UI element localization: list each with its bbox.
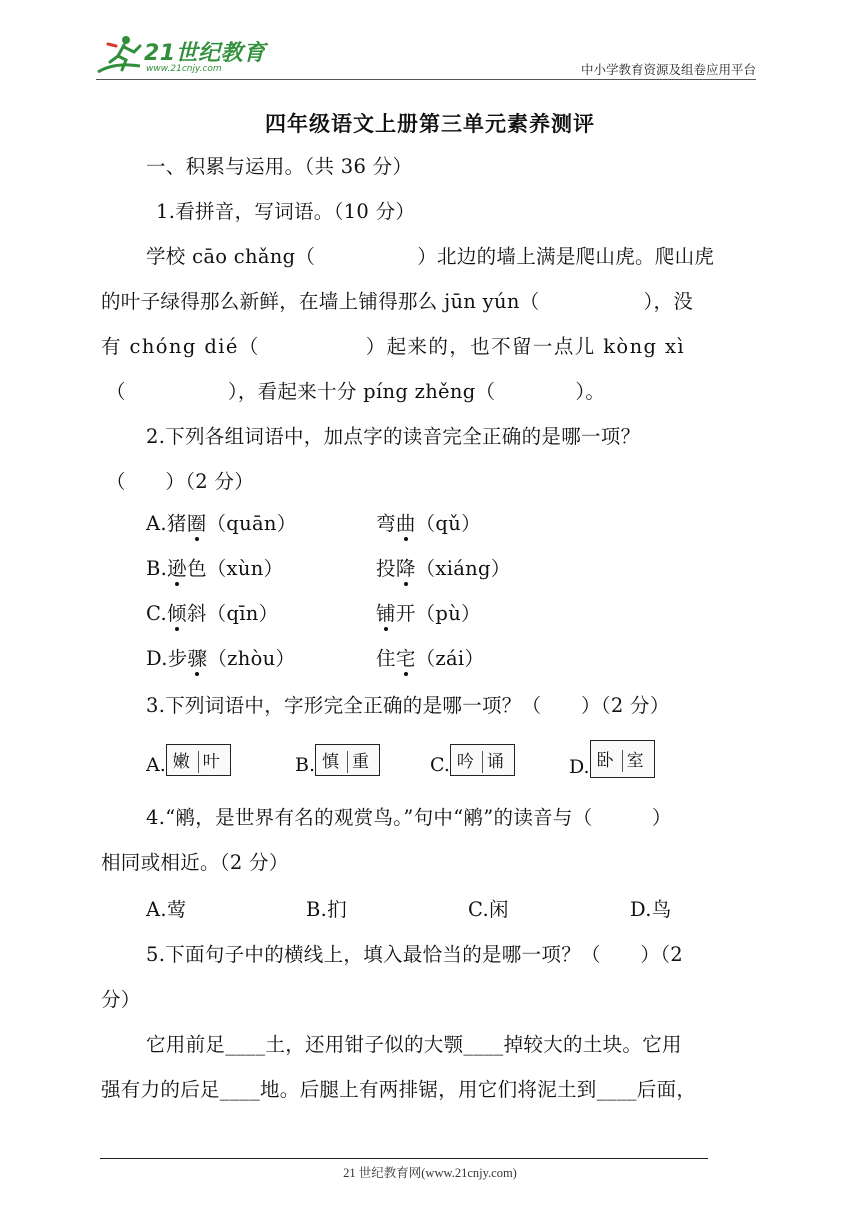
section-heading: 一、积累与运用。（共 36 分）: [146, 155, 413, 178]
dotted-char: 降: [395, 557, 416, 580]
q2-option-d[interactable]: [146, 645, 295, 673]
option-pinyin: （quān）: [206, 512, 297, 535]
dotted-char: 铺: [376, 602, 396, 625]
logo-url: www.21cnjy.com: [146, 64, 222, 74]
q3-option-b[interactable]: [295, 744, 380, 776]
option-letter: A.: [146, 754, 166, 776]
option-letter: D.: [569, 756, 590, 778]
q2-option-d-word-2: [376, 645, 484, 673]
q1-line4-part-c: ）。: [575, 380, 606, 403]
q1-line4-part-b: ），看起来十分 píng zhěng（: [227, 380, 496, 403]
q2-option-c-word-2: [376, 600, 481, 628]
q1-line3-part-a: 有 chóng dié（: [101, 335, 260, 358]
option-text: D.步: [146, 647, 188, 670]
question-4-stem-cont: 相同或相近。（2 分）: [101, 851, 289, 874]
q4-option-a[interactable]: A.莺: [146, 898, 187, 921]
option-text: 弯: [376, 512, 396, 535]
option-letter: C.: [430, 754, 450, 776]
q4-option-d[interactable]: D.鸟: [630, 898, 672, 921]
page-title: 四年级语文上册第三单元素养测评: [265, 112, 595, 136]
word-char: 重: [352, 752, 374, 772]
q1-line3-part-b: ）起来的，也不留一点儿 kòng xì: [365, 335, 686, 358]
runner-logo-icon: [96, 32, 146, 78]
option-text: B.: [146, 557, 168, 580]
question-1-line-2: [101, 288, 693, 316]
q1-line2-part-a: 的叶子绿得那么新鲜，在墙上铺得那么 jūn yún（: [101, 290, 540, 313]
logo-text: 21世纪教育: [144, 41, 266, 66]
q2-option-a[interactable]: [146, 510, 297, 538]
word-char: 室: [626, 751, 648, 771]
word-char: 慎: [322, 752, 344, 772]
dotted-char: 圈: [186, 512, 207, 535]
q1-line2-part-b: ），没: [643, 290, 694, 313]
question-1-line-4: [106, 378, 605, 406]
question-5-passage-line-1: 它用前足____土，还用钳子似的大颚____掉较大的土块。它用: [146, 1033, 682, 1056]
q2-option-b[interactable]: [146, 555, 283, 583]
dotted-char: 宅: [395, 647, 416, 670]
question-4-stem: 4.“鹇，是世界有名的观赏鸟。”句中“鹇”的读音与（ ）: [146, 806, 672, 829]
word-image-box: [166, 744, 231, 776]
word-image-box: [590, 740, 655, 778]
option-text: 住: [376, 647, 396, 670]
question-3-stem: 3.下列词语中，字形完全正确的是哪一项？（ ）（2 分）: [146, 694, 670, 717]
option-pinyin: （qǔ）: [415, 512, 481, 535]
option-pinyin: 斜（qīn）: [186, 602, 279, 625]
option-text: C.: [146, 602, 168, 625]
option-pinyin: （zhòu）: [207, 647, 296, 670]
question-1-line-1: [146, 243, 714, 271]
word-image-box: [450, 744, 515, 776]
option-pinyin: 开（pù）: [395, 602, 481, 625]
dotted-char: 曲: [395, 512, 416, 535]
option-pinyin: （xiáng）: [415, 557, 511, 580]
q3-option-a[interactable]: [146, 744, 231, 776]
question-1-stem: 1.看拼音，写词语。（10 分）: [156, 200, 416, 223]
footer-divider: [100, 1158, 708, 1159]
header-divider: [96, 79, 756, 80]
option-text: A.猪: [146, 512, 187, 535]
site-logo[interactable]: [96, 32, 266, 80]
question-2-answer-paren[interactable]: （ ）（2 分）: [106, 470, 255, 493]
q1-line1-part-a: 学校 cāo chǎng（: [146, 245, 316, 268]
q4-option-b[interactable]: B.扪: [306, 898, 347, 921]
dotted-char: 倾: [167, 602, 187, 625]
question-1-line-3: [101, 333, 685, 361]
option-pinyin: （zái）: [415, 647, 485, 670]
question-5-stem-cont: 分）: [101, 988, 141, 1011]
word-char: 诵: [486, 752, 508, 772]
footer-site-link[interactable]: 21 世纪教育网(www.21cnjy.com): [343, 1166, 517, 1180]
word-char: 吟: [456, 752, 478, 772]
q1-line1-part-b: ）北边的墙上满是爬山虎。爬山虎: [417, 245, 715, 268]
q3-option-c[interactable]: [430, 744, 515, 776]
header-platform-label: 中小学教育资源及组卷应用平台: [580, 63, 756, 77]
q4-option-c[interactable]: C.闲: [468, 898, 509, 921]
option-letter: B.: [295, 754, 316, 776]
word-char: 嫩: [172, 752, 194, 772]
question-5-passage-line-2: 强有力的后足____地。后腿上有两排锯，用它们将泥土到____后面，: [101, 1078, 697, 1101]
q2-option-c[interactable]: [146, 600, 278, 628]
q3-option-d[interactable]: [569, 740, 655, 778]
option-text: 投: [376, 557, 396, 580]
dotted-char: 骤: [187, 647, 208, 670]
word-char: 叶: [202, 752, 224, 772]
word-char: 卧: [596, 751, 618, 771]
q1-line4-part-a: （: [106, 380, 126, 403]
question-5-stem: 5.下面句子中的横线上，填入最恰当的是哪一项？（ ）（2: [146, 943, 683, 966]
word-image-box: [315, 744, 380, 776]
q2-option-b-word-2: [376, 555, 511, 583]
dotted-char: 逊: [167, 557, 187, 580]
question-2-stem: 2.下列各组词语中，加点字的读音完全正确的是哪一项？: [146, 425, 641, 448]
q2-option-a-word-2: [376, 510, 481, 538]
option-pinyin: 色（xùn）: [186, 557, 284, 580]
